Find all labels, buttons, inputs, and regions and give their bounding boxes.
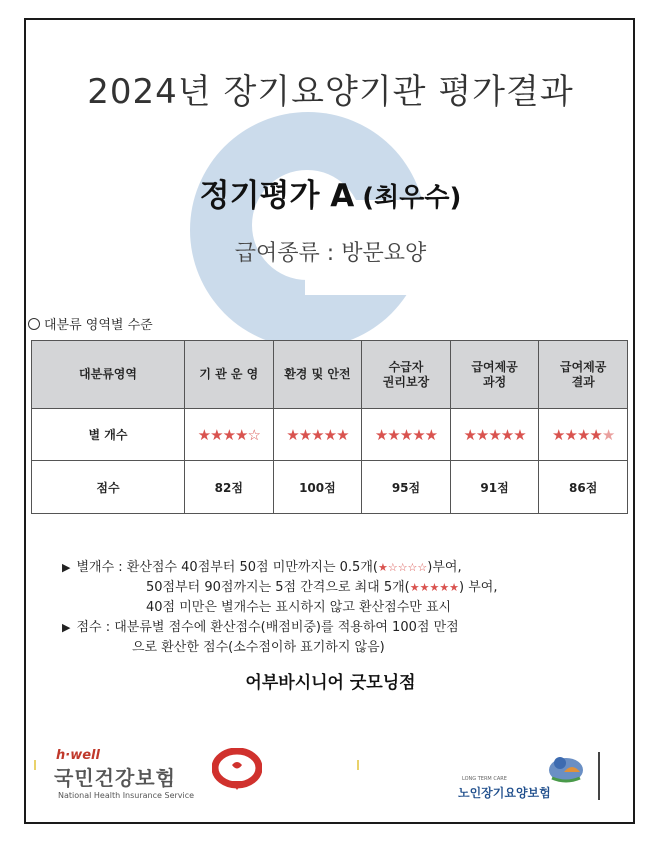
note-stars-line2: 50점부터 90점까지는 5점 간격으로 최대 5개(★★★★★) 부여, <box>146 580 498 595</box>
triangle-bullet-icon: ▶ <box>62 561 71 574</box>
page-title: 2024년 장기요양기관 평가결과 <box>87 72 574 112</box>
ltc-emblem-icon <box>546 752 586 784</box>
header-text: 권리보장 <box>382 374 430 389</box>
nhis-name: 국민건강보험 <box>54 766 176 790</box>
header-text: 급여제공 <box>471 359 518 374</box>
header-text: 대분류영역 <box>79 367 137 381</box>
header-cell <box>32 341 185 409</box>
filled-star-icon: ★ <box>235 425 248 444</box>
filled-star-icon: ★ <box>589 425 602 444</box>
star-rating <box>362 409 451 461</box>
evaluation-table <box>31 340 628 514</box>
filled-star-icon: ★ <box>387 425 400 444</box>
filled-star-icon: ★ <box>513 425 526 444</box>
filled-star-icon: ★ <box>210 425 223 444</box>
score-cell: 86점 <box>539 461 628 514</box>
header-cell <box>539 341 628 409</box>
triangle-bullet-icon: ▶ <box>62 621 71 634</box>
filled-star-icon: ★ <box>475 425 489 444</box>
filled-star-icon: ★ <box>424 425 438 444</box>
filled-star-icon: ★ <box>336 425 349 444</box>
filled-star-icon: ★ <box>552 425 565 444</box>
header-text: 결과 <box>571 374 595 389</box>
service-type: 급여종류 : 방문요양 <box>234 241 427 266</box>
filled-star-icon: ★ <box>222 425 236 444</box>
star-rating <box>539 409 628 461</box>
score-cell: 91점 <box>450 461 539 514</box>
note-stars-line1: ▶ 별개수 : 환산점수 40점부터 50점 미만까지는 0.5개(★☆☆☆☆)부여, <box>62 560 462 575</box>
table-row-stars <box>32 409 628 461</box>
note-stars-line3: 40점 미만은 별개수는 표시하지 않고 환산점수만 표시 <box>146 600 452 615</box>
star-rating <box>450 409 539 461</box>
row-label: 별 개수 <box>32 409 185 461</box>
score-cell: 95점 <box>362 461 451 514</box>
note-score-line1: ▶ 점수 : 대분류별 점수에 환산점수(배점비중)를 적용하여 100점 만점 <box>62 620 459 635</box>
note-score-line2: 으로 환산한 점수(소수점이하 표기하지 않음) <box>132 640 385 655</box>
filled-star-icon: ★ <box>374 425 388 444</box>
filled-star-icon: ★ <box>286 425 299 444</box>
empty-star-icon: ☆ <box>247 425 260 444</box>
filled-star-icon: ★ <box>311 425 324 444</box>
ltc-logo <box>458 752 602 802</box>
header-cell <box>185 341 274 409</box>
filled-star-icon: ★ <box>463 425 476 444</box>
filled-star-icon: ★ <box>197 425 211 444</box>
header-text: 환경 및 안전 <box>284 367 351 381</box>
score-cell: 82점 <box>185 461 274 514</box>
header-cell <box>450 341 539 409</box>
half-star-icon: ★ <box>601 425 615 444</box>
filled-star-icon: ★ <box>500 425 514 444</box>
half-star-example-icon: ★☆☆☆☆ <box>377 561 428 574</box>
hwell-brand: h·well <box>56 748 100 763</box>
row-label: 점수 <box>32 461 185 514</box>
filled-star-icon: ★ <box>488 425 501 444</box>
ltc-english: LONG TERM CARE <box>462 776 507 782</box>
grade-main: 정기평가 A <box>199 178 355 214</box>
filled-star-icon: ★ <box>412 425 425 444</box>
branch-name: 어부바시니어 굿모닝점 <box>245 673 416 693</box>
header-text: 수급자 <box>388 359 424 374</box>
header-text: 기 관 운 영 <box>199 367 259 381</box>
star-rating <box>273 409 362 461</box>
nhis-english-name: National Health Insurance Service <box>58 791 195 800</box>
heart-icon <box>212 748 262 792</box>
filled-star-icon: ★ <box>298 425 312 444</box>
header-text: 급여제공 <box>560 359 607 374</box>
nhis-logo <box>54 748 269 808</box>
section-label: 대분류 영역별 수준 <box>28 314 153 333</box>
ltc-name: 노인장기요양보험 <box>458 786 551 800</box>
score-cell: 100점 <box>273 461 362 514</box>
five-star-example-icon: ★★★★★ <box>409 581 460 594</box>
filled-star-icon: ★ <box>576 425 590 444</box>
grade-result <box>0 170 661 215</box>
filled-star-icon: ★ <box>323 425 337 444</box>
table-header-row <box>32 341 628 409</box>
table-row-scores <box>32 461 628 514</box>
header-cell <box>362 341 451 409</box>
grade-paren: (최우수) <box>362 183 462 213</box>
header-cell <box>273 341 362 409</box>
circle-bullet-icon <box>28 318 40 330</box>
filled-star-icon: ★ <box>399 425 413 444</box>
filled-star-icon: ★ <box>564 425 577 444</box>
header-text: 과정 <box>482 374 507 389</box>
star-rating <box>185 409 274 461</box>
